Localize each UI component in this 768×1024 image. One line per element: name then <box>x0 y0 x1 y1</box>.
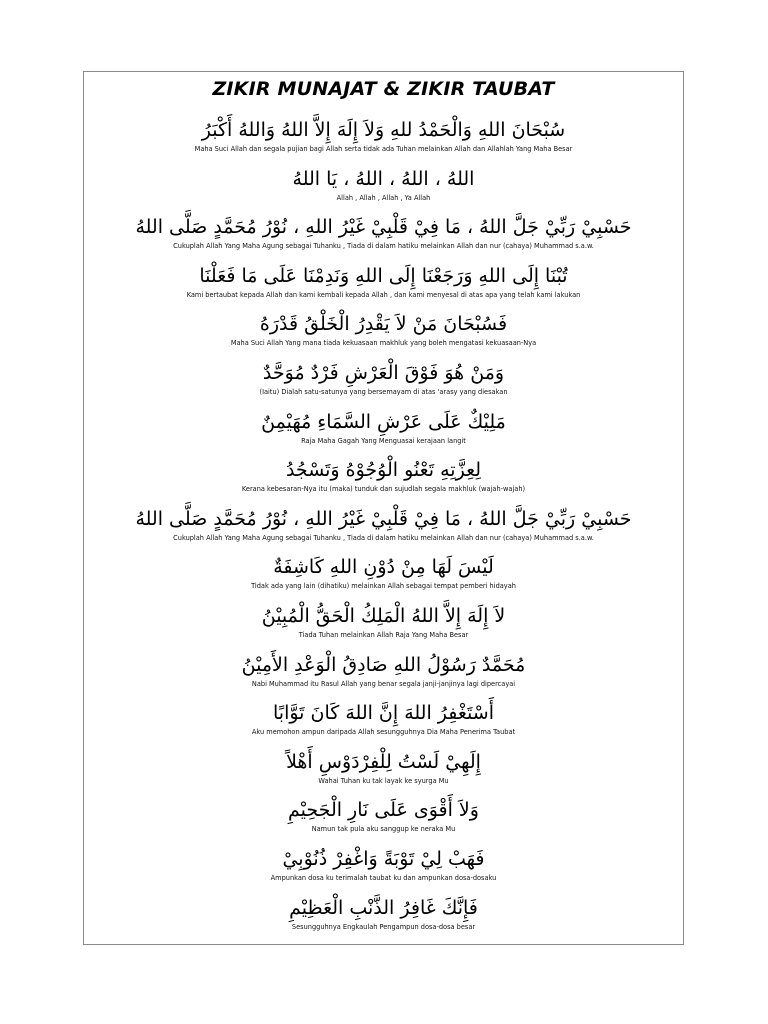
verse-arabic: أَسْتَغْفِرُ اللهَ إِنَّ اللهَ كَانَ تَوَّابًا <box>273 702 494 725</box>
verse-translation: Tidak ada yang lain (dihatiku) melainkan Allah sebagai tempat pemberi hidayah <box>251 582 516 591</box>
verse-item <box>84 505 683 554</box>
verse-translation: Maha Suci Allah dan segala pujian bagi Allah serta tidak ada Tuhan melainkan Allah dan Allahlah Yang Maha Besar <box>194 145 573 153</box>
verse-item <box>84 359 683 408</box>
verse-translation: Ampunkan dosa ku terimalah taubat ku dan ampunkan dosa-dosaku <box>270 873 497 882</box>
verse-arabic: حَسْبِيْ رَبِّيْ جَلَّ اللهُ ، مَا فِيْ قَلْبِيْ غَيْرُ اللهِ ، نُوْرُ مُحَمَّدٍ صَلَّى اللهُ <box>135 507 632 530</box>
verse-arabic: مَلِيْكٌ عَلَى عَرْشِ السَّمَاءِ مُهَيْمِنٌ <box>261 410 506 433</box>
verse-item <box>84 651 683 700</box>
verse-list <box>84 116 683 942</box>
verse-item <box>84 456 683 505</box>
verse-arabic: إِلَهِيْ لَسْتُ لِلْفِرْدَوْسِ أَهْلاً <box>286 750 481 773</box>
verse-translation: Cukuplah Allah Yang Maha Agung sebagai Tuhanku , Tiada di dalam hatiku melainkan Allah dan nur (cahaya) Muhammad s.a.w. <box>173 242 594 251</box>
verse-translation: Nabi Muhammad itu Rasul Allah yang benar segala janji-janjinya lagi dipercayai <box>251 679 516 688</box>
verse-translation: Maha Suci Allah Yang mana tiada kekuasaan makhluk yang boleh mengatasi kekuasaan-Nya <box>230 339 537 348</box>
verse-arabic: لاَ إِلَهَ إِلاَّ اللهُ الْمَلِكُ الْحَقُّ الْمُبِيْنُ <box>261 604 506 627</box>
verse-arabic: سُبْحَانَ اللهِ وَالْحَمْدُ للهِ وَلاَ إِلَهَ إِلاَّ اللهُ وَاللهُ أَكْبَرُ <box>201 119 566 141</box>
verse-item <box>84 116 683 165</box>
verse-item <box>84 796 683 845</box>
verse-translation: Sesungguhnya Engkaulah Pengampun dosa-dosa besar <box>291 922 476 931</box>
verse-item <box>84 262 683 311</box>
verse-arabic: اللهُ ، اللهُ ، اللهُ ، يَا اللهُ <box>292 167 475 190</box>
verse-item <box>84 894 683 943</box>
verse-translation: (Iaitu) Dialah satu-satunya yang bersemayam di atas 'arasy yang diesakan <box>259 387 508 396</box>
verse-item <box>84 845 683 894</box>
verse-arabic: وَلاَ أَقْوَى عَلَى نَارِ الْجَحِيْمِ <box>288 799 479 822</box>
verse-translation: Cukuplah Allah Yang Maha Agung sebagai Tuhanku , Tiada di dalam hatiku melainkan Allah dan nur (cahaya) Muhammad s.a.w. <box>173 533 594 542</box>
document-page <box>83 71 684 945</box>
verse-translation: Kerana kebesaran-Nya itu (maka) tunduk dan sujudlah segala makhluk (wajah-wajah) <box>241 485 526 494</box>
verse-translation: Kami bertaubat kepada Allah dan kami kembali kepada Allah , dan kami menyesal di atas apa yang telah kami lakukan <box>186 290 581 299</box>
verse-item <box>84 699 683 748</box>
verse-translation: Raja Maha Gagah Yang Menguasai kerajaan langit <box>301 436 466 445</box>
verse-arabic: تُبْنَا إِلَى اللهِ وَرَجَعْنَا إِلَى اللهِ وَنَدِمْنَا عَلَى مَا فَعَلْنَا <box>199 264 568 287</box>
verse-arabic: مُحَمَّدٌ رَسُوْلُ اللهِ صَادِقُ الْوَعْدِ الأَمِيْنُ <box>241 653 526 676</box>
verse-translation: Aku memohon ampun daripada Allah sesungguhnya Dia Maha Penerima Taubat <box>251 728 516 737</box>
verse-item <box>84 408 683 457</box>
verse-translation: Tiada Tuhan melainkan Allah Raja Yang Maha Besar <box>298 630 469 639</box>
verse-item <box>84 748 683 797</box>
verse-arabic: لِعِزَّتِهِ تَعْنُو الْوُجُوْهُ وَتَسْجُدُ <box>285 459 482 482</box>
verse-item <box>84 310 683 359</box>
verse-item <box>84 553 683 602</box>
verse-arabic: حَسْبِيْ رَبِّيْ جَلَّ اللهُ ، مَا فِيْ قَلْبِيْ غَيْرُ اللهِ ، نُوْرُ مُحَمَّدٍ صَلَّى اللهُ <box>135 216 632 239</box>
verse-arabic: وَمَنْ هُوَ فَوْقَ الْعَرْشِ فَرْدٌ مُوَحَّدٌ <box>262 361 505 384</box>
verse-item <box>84 213 683 262</box>
verse-translation: Wahai Tuhan ku tak layak ke syurga Mu <box>318 776 449 785</box>
verse-translation: Allah , Allah , Allah , Ya Allah <box>336 193 431 202</box>
verse-arabic: فَإِنَّكَ غَافِرُ الذَّنْبِ الْعَظِيْمِ <box>289 896 478 919</box>
verse-translation: Namun tak pula aku sanggup ke neraka Mu <box>311 825 456 834</box>
verse-item <box>84 165 683 214</box>
verse-arabic: فَسُبْحَانَ مَنْ لاَ يَقْدِرُ الْخَلْقُ قَدْرَهُ <box>259 313 508 336</box>
verse-item <box>84 602 683 651</box>
verse-arabic: فَهَبْ لِيْ تَوْبَةً وَاغْفِرْ ذُنُوْبِيْ <box>282 847 485 870</box>
verse-arabic: لَيْسَ لَهَا مِنْ دُوْنِ اللهِ كَاشِفَةٌ <box>273 556 494 579</box>
document-title: ZIKIR MUNAJAT & ZIKIR TAUBAT <box>212 78 555 100</box>
